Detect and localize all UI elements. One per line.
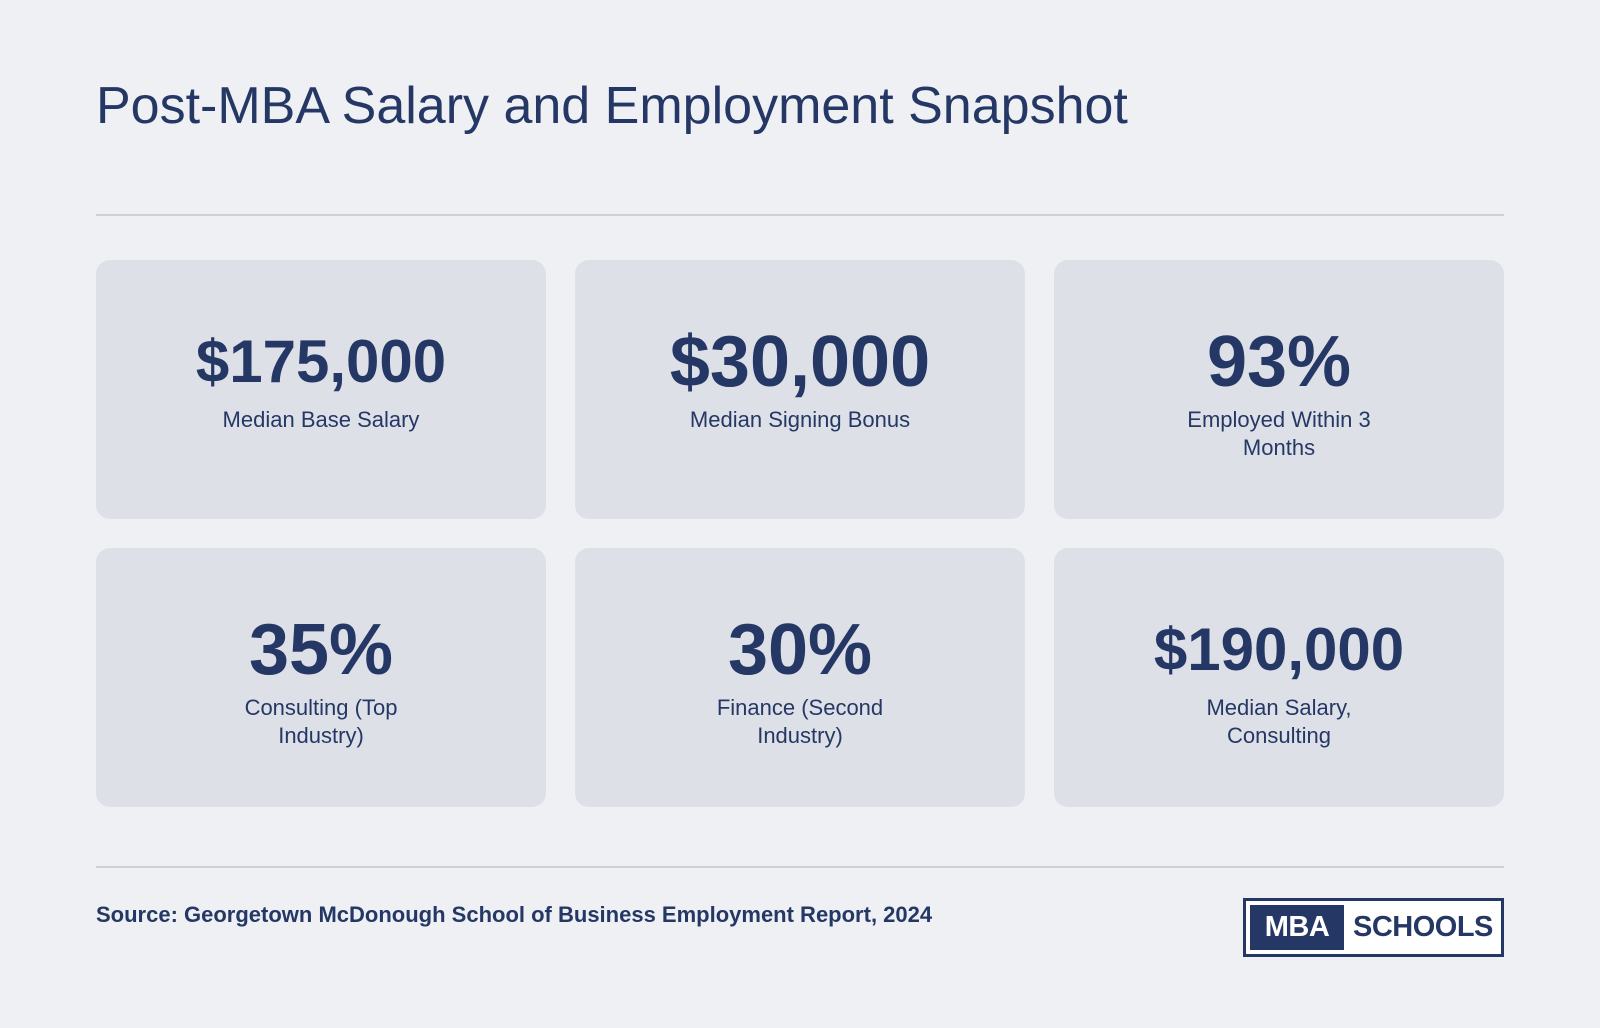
stat-value: $30,000	[669, 322, 931, 402]
stats-grid	[96, 260, 1504, 807]
stat-card-employed-within-3-months	[1054, 260, 1504, 519]
stat-card-finance-second-industry	[575, 548, 1025, 807]
stat-label: Median Base Salary	[222, 407, 420, 432]
stat-value: $175,000	[195, 328, 447, 395]
stat-label: Median Salary, Consulting	[1206, 695, 1352, 748]
top-divider	[96, 214, 1504, 216]
stat-label: Finance (Second Industry)	[716, 695, 884, 748]
stat-value: 93%	[1206, 322, 1352, 402]
stat-card-median-salary-consulting	[1054, 548, 1504, 807]
stat-card-median-base-salary	[96, 260, 546, 519]
stat-label: Consulting (Top Industry)	[244, 695, 398, 748]
mba-schools-logo	[1243, 898, 1504, 957]
source-citation: Source: Georgetown McDonough School of Business Employment Report, 2024	[96, 902, 933, 927]
stat-value: 35%	[248, 610, 394, 690]
stat-value: 30%	[727, 610, 873, 690]
logo-schools-text: SCHOOLS	[1353, 911, 1493, 943]
stat-value: $190,000	[1153, 616, 1405, 683]
page-title: Post-MBA Salary and Employment Snapshot	[96, 77, 1128, 135]
stat-card-median-signing-bonus	[575, 260, 1025, 519]
stat-card-consulting-top-industry	[96, 548, 546, 807]
bottom-divider	[96, 866, 1504, 868]
logo-mba-box: MBA	[1250, 905, 1344, 950]
stat-label: Employed Within 3 Months	[1187, 407, 1371, 460]
stat-label: Median Signing Bonus	[689, 407, 911, 432]
